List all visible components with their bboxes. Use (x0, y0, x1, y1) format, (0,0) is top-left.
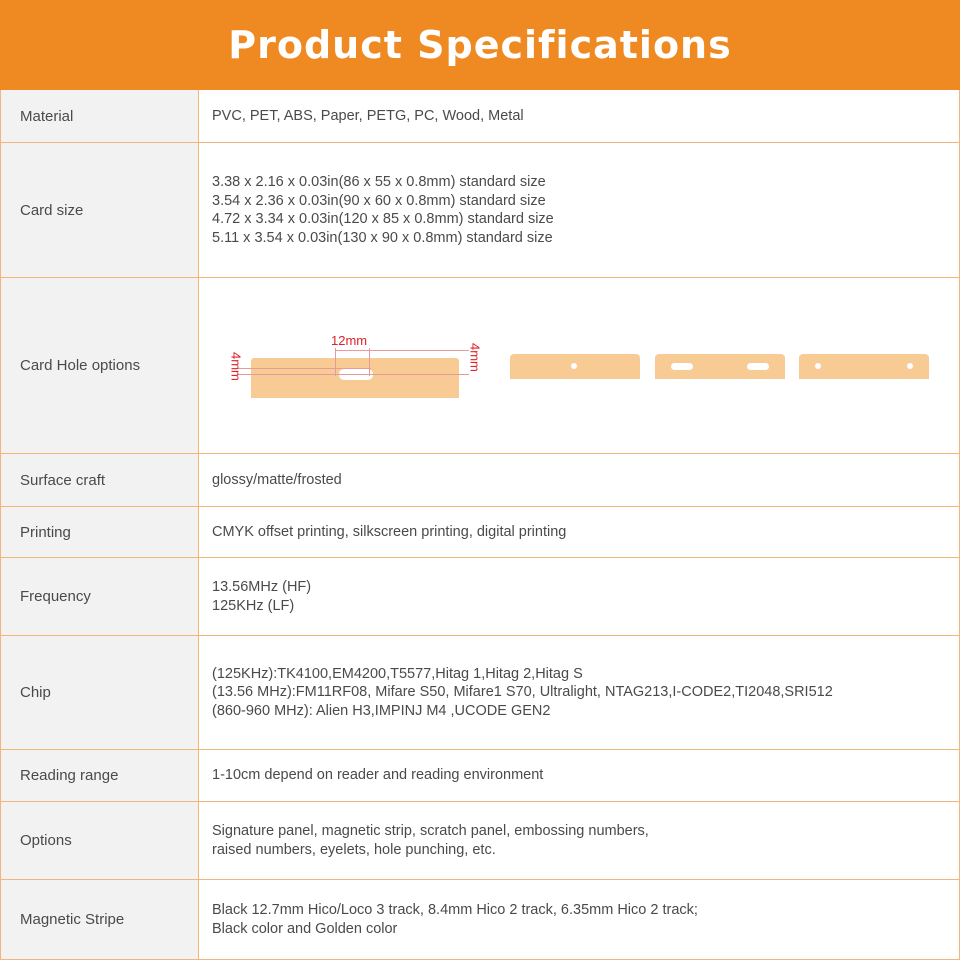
value-line: 3.38 x 2.16 x 0.03in(86 x 55 x 0.8mm) standard size (212, 174, 546, 190)
value-line: 5.11 x 3.54 x 0.03in(130 x 90 x 0.8mm) standard size (212, 229, 553, 246)
value-line: 4.72 x 3.34 x 0.03in(120 x 85 x 0.8mm) standard size (212, 211, 554, 227)
title-banner (0, 0, 960, 90)
row-value (199, 750, 959, 801)
value-line: Signature panel, magnetic strip, scratch panel, embossing numbers, (212, 823, 649, 839)
right-offset-label: 4mm (467, 343, 483, 372)
row-value (199, 507, 959, 557)
slot-width-label: 12mm (331, 333, 368, 348)
spec-row-magnetic-stripe (1, 880, 959, 959)
dimension-line (369, 348, 370, 376)
value-line: 1-10cm depend on reader and reading environment (212, 767, 544, 784)
value-line: Black color and Golden color (212, 920, 398, 937)
spec-row-frequency (1, 558, 959, 636)
row-value (199, 143, 959, 277)
round-hole (815, 363, 821, 369)
value-line: raised numbers, eyelets, hole punching, etc. (212, 841, 496, 858)
page-title: Product Specifications (228, 23, 732, 67)
slot-hole (671, 363, 693, 370)
value-line: (860-960 MHz): Alien H3,IMPINJ M4 ,UCODE GEN2 (212, 702, 551, 719)
row-value (199, 454, 959, 506)
row-label: Card Hole options (1, 278, 199, 453)
row-label: Reading range (1, 750, 199, 801)
row-label: Card size (1, 143, 199, 277)
row-label: Frequency (1, 558, 199, 635)
spec-row-printing (1, 507, 959, 558)
value-line: Black 12.7mm Hico/Loco 3 track, 8.4mm Hico 2 track, 6.35mm Hico 2 track; (212, 902, 698, 918)
spec-row-card-size (1, 143, 959, 278)
row-label: Material (1, 90, 199, 142)
spec-row-material (1, 90, 959, 143)
spec-row-surface-craft (1, 454, 959, 507)
value-line: CMYK offset printing, silkscreen printing, digital printing (212, 523, 567, 540)
row-value (199, 90, 959, 142)
row-value (199, 802, 959, 879)
value-line: glossy/matte/frosted (212, 471, 342, 488)
dimension-line (237, 368, 371, 369)
card-two-round-holes (510, 354, 640, 379)
spec-row-reading-range (1, 750, 959, 802)
card-two-slot-holes (655, 354, 785, 379)
left-offset-label: 4mm (228, 352, 244, 381)
value-line: 13.56MHz (HF) (212, 579, 312, 595)
row-label: Printing (1, 507, 199, 557)
row-value (199, 636, 959, 749)
card-two-end-holes (799, 354, 929, 379)
value-line: (125KHz):TK4100,EM4200,T5577,Hitag 1,Hitag 2,Hitag S (212, 665, 583, 682)
dimension-line (237, 374, 469, 375)
round-hole (907, 363, 913, 369)
spec-row-chip (1, 636, 959, 750)
dimension-line (335, 348, 336, 376)
spec-row-card-hole-options (1, 278, 959, 454)
row-label: Chip (1, 636, 199, 749)
spec-table (0, 90, 960, 960)
value-line: 3.54 x 2.36 x 0.03in(90 x 60 x 0.8mm) standard size (212, 192, 546, 209)
row-value (199, 880, 959, 959)
row-label: Surface craft (1, 454, 199, 506)
row-label: Magnetic Stripe (1, 880, 199, 959)
round-hole (571, 363, 577, 369)
value-line: PVC, PET, ABS, Paper, PETG, PC, Wood, Metal (212, 107, 524, 124)
spec-row-options (1, 802, 959, 880)
value-line: (13.56 MHz):FM11RF08, Mifare S50, Mifare1 S70, Ultralight, NTAG213,I-CODE2,TI2048,SRI512 (212, 684, 833, 701)
slot-hole (747, 363, 769, 370)
row-value (199, 558, 959, 635)
row-label: Options (1, 802, 199, 879)
card-with-slot-dimensioned (251, 358, 459, 398)
value-line: 125KHz (LF) (212, 597, 295, 614)
hole-options-diagram (199, 278, 959, 453)
